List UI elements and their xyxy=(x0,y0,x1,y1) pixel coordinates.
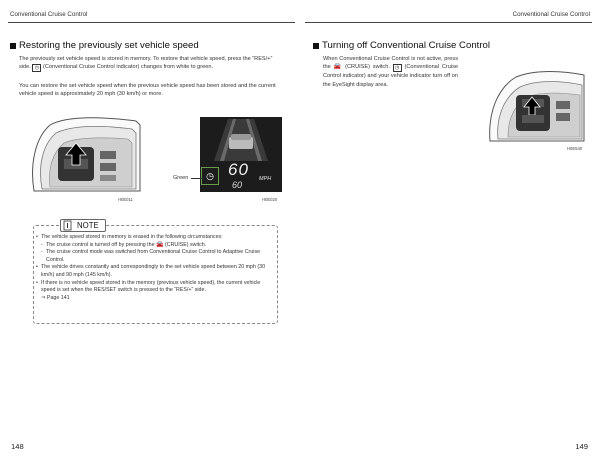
display-speed-unit: MPH xyxy=(259,176,272,182)
cruise-indicator-icon: ◷ xyxy=(32,64,41,72)
note-bullet-3: • If there is no vehicle speed stored in the memory (previous vehicle speed), the current vehicle speed is set when the RES/SET switch is pressed to the “RES/+” side. xyxy=(36,279,261,294)
header-rule-left xyxy=(8,22,295,23)
figure-id-2: H0E020 xyxy=(262,197,278,202)
cruise-indicator-icon: ◷ xyxy=(393,64,402,72)
note-heading: NOTE xyxy=(60,219,106,232)
figure-id-1: H0E011 xyxy=(118,197,133,202)
page-number-left: 148 xyxy=(11,442,24,451)
running-header-right: Conventional Cruise Control xyxy=(512,11,590,18)
steering-switch-illustration-right xyxy=(486,67,586,145)
note-page-reference[interactable]: ⇒ Page 141 xyxy=(41,294,70,301)
display-speed-main: 60 xyxy=(228,160,249,179)
section-title-restoring: Restoring the previously set vehicle speed xyxy=(10,40,199,51)
green-callout-label: Green xyxy=(173,175,189,181)
cruise-switch-icon: 🚘 xyxy=(156,241,164,248)
cruise-indicator-green-icon: ◷ xyxy=(201,167,219,185)
green-callout-line xyxy=(191,178,203,179)
note-body xyxy=(36,234,272,302)
header-rule-right xyxy=(305,22,592,23)
note-bullet-1: • The vehicle speed stored in memory is erased in the following circumstances: xyxy=(36,234,223,240)
cruise-switch-icon: 🚘 xyxy=(333,64,343,71)
restore-paragraph-1: The previously set vehicle speed is stored in memory. To restore that vehicle speed, press the “RES/+” side. ◷ (Conventional Cruise Control indicator) changes from white to green. xyxy=(19,56,273,72)
page-number-right: 149 xyxy=(575,442,588,451)
section-title-turning-off: Turning off Conventional Cruise Control xyxy=(313,40,490,51)
figure-id-right: H0E540 xyxy=(567,146,583,151)
note-sub-bullet-2: - The cruise control mode was switched from Conventional Cruise Control to Adaptive Cruise Control. xyxy=(41,249,261,263)
turning-off-paragraph: When Conventional Cruise Control is not active, press the 🚘 (CRUISE) switch. ◷ (Conventional Cruise Control indicator) and your vehicle indicator turn off on the EyeSight display area. xyxy=(323,56,458,88)
square-bullet-icon xyxy=(10,43,16,49)
steering-switch-illustration xyxy=(28,117,143,195)
note-sub-bullet-1: - The cruise control is turned off by pressing the 🚘 (CRUISE) switch. xyxy=(41,241,207,248)
note-bullet-2: • The vehicle drives constantly and correspondingly to the set vehicle speed between 20 mph (30 km/h) and 90 mph (145 km/h). xyxy=(36,264,266,278)
restore-paragraph-2: You can restore the set vehicle speed when the previous vehicle speed has been stored and the current vehicle speed is approximately 20 mph (30 km/h) or more. xyxy=(19,83,276,98)
note-info-icon xyxy=(61,220,75,231)
running-header-left: Conventional Cruise Control xyxy=(10,11,88,18)
square-bullet-icon xyxy=(313,43,319,49)
display-speed-set: 60 xyxy=(232,180,243,190)
